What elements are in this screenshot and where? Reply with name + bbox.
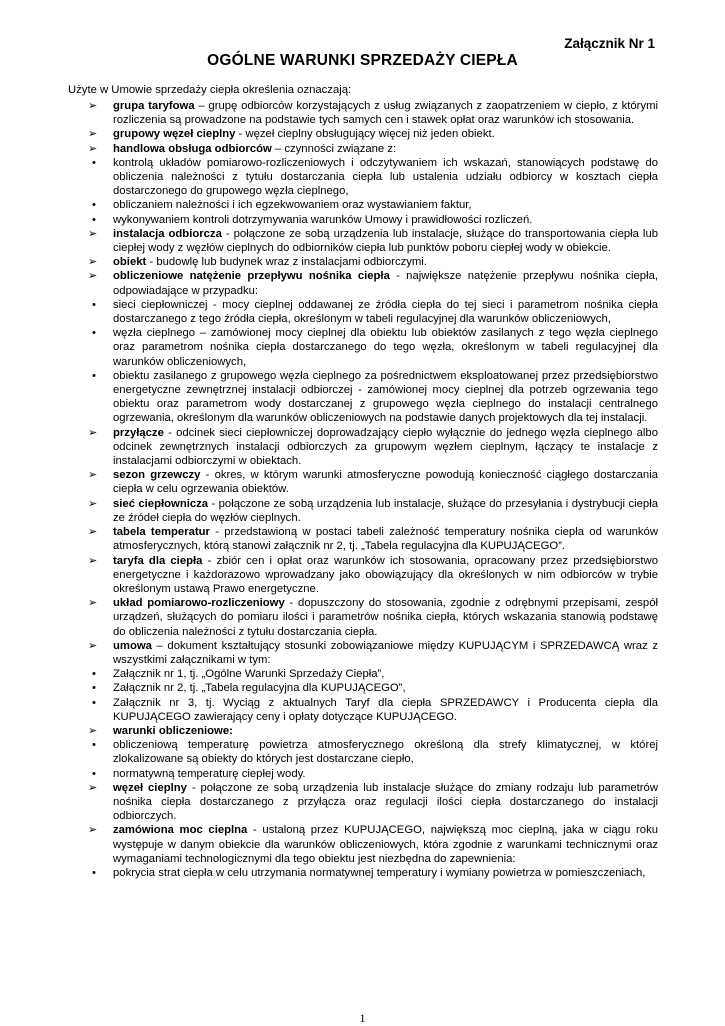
definition-text: – czynności związane z: — [271, 142, 397, 155]
arrow-bullet-icon: ➢ — [88, 554, 98, 567]
arrow-bullet-icon: ➢ — [88, 256, 98, 269]
definition-term: węzeł cieplny — [113, 781, 187, 794]
sub-list-text: Załącznik nr 2, tj. „Tabela regulacyjna dla KUPUJĄCEGO”, — [113, 682, 406, 695]
definition-term: instalacja odbiorcza — [113, 227, 222, 240]
arrow-bullet-icon: ➢ — [88, 270, 98, 283]
definition-text: - dopuszczony do stosowania, zgodnie z odrębnymi przepisami, zespół urządzeń, służących do pomiaru ilości i parametrów nośnika ciepła, których wskazania stanowią podstawę do obliczenia należności z tytułu dostarczania ciepła. — [113, 597, 658, 638]
arrow-bullet-icon: ➢ — [88, 824, 98, 837]
arrow-bullet-icon: ➢ — [88, 426, 98, 439]
definition-item — [68, 269, 658, 297]
definition-text: – dokument kształtujący stosunki zobowiązaniowe między KUPUJĄCYM i SPRZEDAWCĄ wraz z wszystkimi załącznikami w tym: — [113, 639, 658, 666]
sub-list-item — [68, 667, 658, 681]
definition-item — [68, 724, 658, 738]
arrow-bullet-icon: ➢ — [88, 227, 98, 240]
arrow-bullet-icon: ➢ — [88, 142, 98, 155]
attachment-label: Załącznik Nr 1 — [564, 36, 655, 51]
bullet-icon: • — [92, 767, 96, 780]
definition-term: sezon grzewczy — [113, 469, 201, 482]
bullet-icon: • — [92, 199, 96, 212]
sub-list-item — [68, 681, 658, 695]
definition-item — [68, 525, 658, 553]
arrow-bullet-icon: ➢ — [88, 469, 98, 482]
arrow-bullet-icon: ➢ — [88, 100, 98, 112]
definition-text: - zbiór cen i opłat oraz warunków ich stosowania, opracowany przez przedsiębiorstwo energetyczne i każdorazowo wprowadzany jako obowiązujący dla określonych w nim odbiorców w trybie określonym ustawą Prawo energetyczne. — [113, 554, 658, 595]
arrow-bullet-icon: ➢ — [88, 724, 98, 737]
sub-list-item — [68, 767, 658, 781]
definition-text: – grupę odbiorców korzystających z usług związanych z zaopatrzeniem w ciepło, z którymi rozliczenia są prowadzone na podstawie tych samych cen i stawek opłat oraz warunków ich stosowania. — [113, 100, 658, 127]
definition-item — [68, 426, 658, 469]
definition-item — [68, 255, 658, 269]
sub-list-text: kontrolą układów pomiarowo-rozliczeniowych i odczytywaniem ich wskazań, stanowiących podstawę do obliczenia należności z tytułu dostarczania ciepła lub ustalenia udziału odbiorcy w kosztach ciepła dostarczonego do grupowego węzła cieplnego, — [113, 156, 658, 198]
definition-text: - węzeł cieplny obsługujący więcej niż jeden obiekt. — [235, 128, 495, 141]
bullet-icon: • — [92, 668, 96, 681]
sub-list-item — [68, 738, 658, 766]
sub-list-text: wykonywaniem kontroli dotrzymywania warunków Umowy i prawidłowości rozliczeń. — [113, 213, 533, 226]
definition-text: - połączone ze sobą urządzenia lub instalacje służące do zmiany rodzaju lub parametrów nośnika ciepła dostarczanego z przyłącza oraz regulacji ilości ciepła dostarczanego do instalacji odbiorczych. — [113, 781, 658, 823]
definition-item — [68, 142, 658, 156]
sub-list-text: Załącznik nr 1, tj. „Ogólne Warunki Sprzedaży Ciepła”, — [113, 668, 385, 681]
arrow-bullet-icon: ➢ — [88, 781, 98, 794]
bullet-icon: • — [92, 213, 96, 226]
bullet-icon: • — [92, 696, 96, 709]
bullet-icon: • — [92, 682, 96, 695]
definition-term: obliczeniowe natężenie przepływu nośnika ciepła — [113, 270, 390, 283]
sub-list-item — [68, 866, 658, 880]
definition-term: tabela temperatur — [113, 526, 210, 539]
document-title: OGÓLNE WARUNKI SPRZEDAŻY CIEPŁA — [207, 52, 518, 69]
bullet-icon: • — [92, 866, 96, 879]
definition-item — [68, 227, 658, 255]
definitions-list — [68, 99, 658, 880]
sub-list-item — [68, 696, 658, 724]
definition-item — [68, 596, 658, 639]
sub-list-text: pokrycia strat ciepła w celu utrzymania normatywnej temperatury i wymiany powietrza w pomieszczeniach, — [113, 866, 646, 879]
definition-item — [68, 823, 658, 866]
definition-term: taryfa dla ciepła — [113, 554, 203, 567]
definition-term: przyłącze — [113, 426, 164, 439]
arrow-bullet-icon: ➢ — [88, 497, 98, 510]
definition-term: umowa — [113, 639, 152, 652]
arrow-bullet-icon: ➢ — [88, 639, 98, 652]
definition-term: warunki obliczeniowe: — [113, 724, 233, 737]
sub-list-text: obliczeniową temperaturę powietrza atmosferycznego określoną dla strefy klimatycznej, w której zlokalizowane są obiekty do których jest dostarczane ciepło, — [113, 739, 658, 766]
sub-list-text: normatywną temperaturę ciepłej wody. — [113, 767, 306, 780]
bullet-icon: • — [92, 156, 96, 169]
sub-list-text: obiektu zasilanego z grupowego węzła cieplnego za pośrednictwem eksploatowanej przez przedsiębiorstwo energetyczne zewnętrznej instalacji odbiorczej - zamówionej mocy cieplnej dla potrzeb ogrzewania tego obiektu oraz parametrom wody dostarczanej z grupowego węzła cieplnego do instalacji centralnego ogrzewania, określonym dla warunków obliczeniowych na podstawie danych projektowych dla tej instalacji. — [113, 369, 658, 425]
definition-term: obiekt — [113, 256, 147, 269]
intro-text: Użyte w Umowie sprzedaży ciepła określenia oznaczają: — [68, 84, 352, 96]
definition-text: - połączone ze sobą urządzenia lub instalacje, służące do transportowania ciepła lub ciepłej wody z węzłów cieplnych do odbiorników ciepła lub punktów poboru ciepłej wody w obiekcie. — [113, 227, 659, 255]
definition-item — [68, 554, 658, 597]
sub-list-text: obliczaniem należności i ich egzekwowaniem oraz wystawianiem faktur, — [113, 199, 472, 212]
definition-text: - budowlę lub budynek wraz z instalacjami odbiorczymi. — [146, 256, 427, 269]
definition-text: - odcinek sieci ciepłowniczej doprowadzający ciepło wyłącznie do jednego węzła cieplnego albo odcinek zewnętrznych instalacji odbiorczych za grupowym węzłem cieplnym, łączący te instalacje z instalacjami odbiorczymi w obiektach. — [113, 426, 658, 468]
bullet-icon: • — [92, 298, 96, 311]
page-number: 1 — [359, 1011, 366, 1025]
sub-list-item — [68, 156, 658, 199]
definition-term: zamówiona moc cieplna — [113, 824, 248, 837]
definition-term: handlowa obsługa odbiorców — [113, 142, 272, 155]
arrow-bullet-icon: ➢ — [88, 128, 98, 141]
definition-item — [68, 781, 658, 824]
bullet-icon: • — [92, 327, 96, 340]
sub-list-text: Załącznik nr 3, tj. Wyciąg z aktualnych Taryf dla ciepła SPRZEDAWCY i Producenta ciepła dla KUPUJĄCEGO zawierający ceny i opłaty dotyczące KUPUJĄCEGO. — [113, 696, 658, 723]
sub-list-item — [68, 369, 658, 426]
definition-item — [68, 99, 658, 127]
sub-list-item — [68, 298, 658, 326]
sub-list-text: węzła cieplnego – zamówionej mocy cieplnej dla obiektu lub obiektów zasilanych z tego węzła cieplnego oraz parametrom nośnika ciepła dostarczanego do tego węzła, określonym w tabeli regulacyjnej dla warunków obliczeniowych, — [113, 327, 658, 368]
definition-text: - ustaloną przez KUPUJĄCEGO, największą moc cieplną, jaka w ciągu roku występuje w danym obiekcie dla warunków obliczeniowych, która zgodnie z warunkami technicznymi oraz wymaganiami technologicznymi dla tego obiektu jest niezbędna do zapewnienia: — [113, 824, 659, 865]
definition-item — [68, 497, 658, 525]
definition-term: układ pomiarowo-rozliczeniowy — [113, 597, 285, 610]
definition-text: - przedstawioną w postaci tabeli zależność temperatury nośnika ciepła od warunków atmosferycznych, którą stanowi załącznik nr 2, tj. „Tabela regulacyjna dla KUPUJĄCEGO”. — [113, 526, 658, 553]
definition-text: - połączone ze sobą urządzenia lub instalacje, służące do przesyłania i dystrybucji ciepła ze źródeł ciepła do węzłów cieplnych. — [113, 497, 658, 524]
sub-list-item — [68, 198, 658, 212]
definition-term: grupa taryfowa — [113, 100, 195, 112]
definition-item — [68, 639, 658, 667]
sub-list-item — [68, 326, 658, 369]
definition-item — [68, 127, 658, 141]
definition-item — [68, 468, 658, 496]
arrow-bullet-icon: ➢ — [88, 597, 98, 610]
sub-list-text: sieci ciepłowniczej - mocy cieplnej oddawanej ze źródła ciepła do tej sieci i parametrom nośnika ciepła dostarczanego z tego źródła ciepła, określonym w tabeli regulacyjnej dla warunków obliczeniowych, — [113, 298, 658, 326]
bullet-icon: • — [92, 739, 96, 752]
arrow-bullet-icon: ➢ — [88, 526, 98, 539]
definition-term: grupowy węzeł cieplny — [113, 128, 236, 141]
sub-list-item — [68, 213, 658, 227]
definition-text: - okres, w którym warunki atmosferyczne powodują konieczność ciągłego dostarczania ciepła w celu ogrzewania obiektów. — [113, 469, 658, 496]
definition-term: sieć ciepłownicza — [113, 497, 209, 510]
definition-text: - największe natężenie przepływu nośnika ciepła, odpowiadające w przypadku: — [113, 270, 658, 297]
bullet-icon: • — [92, 369, 96, 382]
